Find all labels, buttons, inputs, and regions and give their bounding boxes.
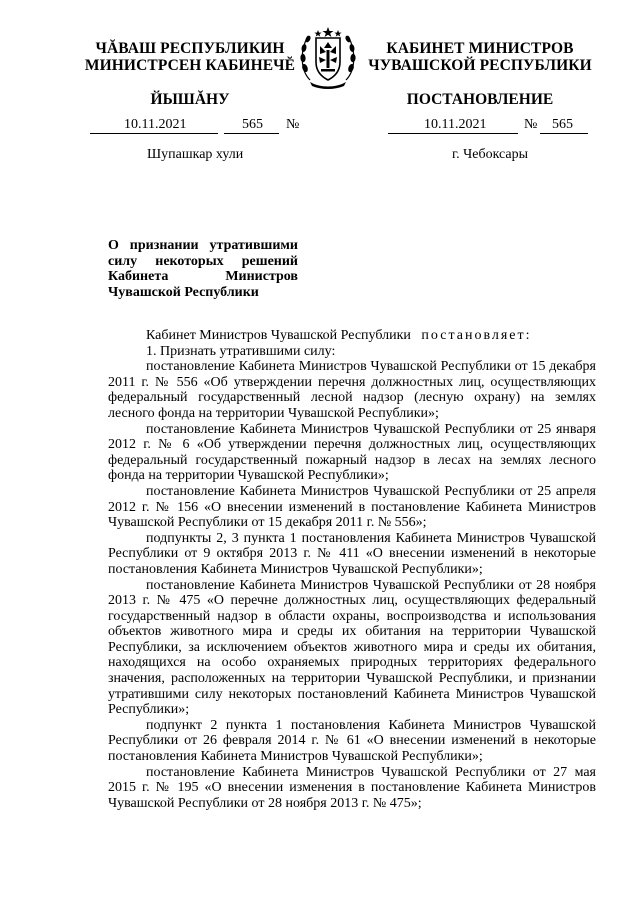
left-number: 565 bbox=[242, 117, 263, 132]
left-number-sign: № bbox=[286, 117, 300, 132]
org-name-russian-line2: ЧУВАШСКОЙ РЕСПУБЛИКИ bbox=[368, 57, 592, 74]
doc-type-russian: ПОСТАНОВЛЕНИЕ bbox=[406, 91, 554, 108]
number-underline-right bbox=[540, 133, 588, 134]
org-name-chuvash-line1: ЧĂВАШ РЕСПУБЛИКИН bbox=[95, 40, 285, 57]
body-paragraph-6: подпункт 2 пункта 1 постановления Кабинета Министров Чувашской Республики от 26 февраля 2014 г. № 61 «О внесении изменений в некоторые постановления Кабинета Министров Чувашской Республики»; bbox=[108, 717, 596, 765]
org-name-chuvash-line2: МИНИСТРСЕН КАБИНЕЧĔ bbox=[84, 57, 296, 74]
org-name-russian-line1: КАБИНЕТ МИНИСТРОВ bbox=[386, 40, 574, 57]
header-right bbox=[360, 40, 600, 108]
body-paragraph-3: постановление Кабинета Министров Чувашской Республики от 25 апреля 2012 г. № 156 «О внесении изменений в постановление Кабинета Министров Чувашской Республики от 15 декабря 2011 г. № 556»; bbox=[108, 483, 596, 531]
body-paragraph-7: постановление Кабинета Министров Чувашской Республики от 27 мая 2015 г. № 195 «О внесении изменения в постановление Кабинета Министров Чувашской Республики от 28 ноября 2013 г. № 475»; bbox=[108, 764, 596, 811]
body-paragraph-4: подпункты 2, 3 пункта 1 постановления Кабинета Министров Чувашской Республики от 9 октября 2013 г. № 411 «О внесении изменений в некоторые постановления Кабинета Министров Чувашской Республики»; bbox=[108, 530, 596, 577]
header-left bbox=[70, 40, 310, 108]
city-chuvash: Шупашкар хули bbox=[147, 147, 244, 162]
intro-verb: постановляет: bbox=[421, 328, 532, 343]
intro-line bbox=[108, 328, 596, 344]
body-paragraph-1: постановление Кабинета Министров Чувашской Республики от 15 декабря 2011 г. № 556 «Об утверждении перечня должностных лиц, осуществляющих федеральный государственный лесной надзор (лесную охрану) на землях лесного фонда на территории Чувашской Республики»; bbox=[108, 359, 596, 421]
left-date-number-row bbox=[90, 117, 310, 133]
right-date-number-row bbox=[388, 117, 598, 133]
date-underline-left bbox=[90, 133, 218, 134]
right-number: 565 bbox=[552, 117, 573, 132]
city-russian: г. Чебоксары bbox=[452, 147, 529, 162]
chuvash-emblem-icon bbox=[296, 24, 360, 90]
right-date: 10.11.2021 bbox=[424, 117, 487, 132]
date-underline-right bbox=[388, 133, 518, 134]
document-subject: О признании утратившими силу некоторых решений Кабинета Министров Чувашской Республики bbox=[108, 238, 298, 300]
document-body bbox=[108, 328, 596, 811]
doc-type-chuvash: ЙЫШĂНУ bbox=[150, 91, 230, 108]
left-date: 10.11.2021 bbox=[124, 117, 187, 132]
right-number-sign: № bbox=[524, 117, 538, 132]
item-1: 1. Признать утратившими силу: bbox=[146, 343, 336, 359]
body-paragraph-2: постановление Кабинета Министров Чувашской Республики от 25 января 2012 г. № 6 «Об утверждении перечня должностных лиц, осуществляющих федеральный государственный пожарный надзор в лесах на землях лесного фонда на территории Чувашской Республики»; bbox=[108, 421, 596, 484]
body-paragraph-5: постановление Кабинета Министров Чувашской Республики от 28 ноября 2013 г. № 475 «О перечне должностных лиц, осуществляющих федеральный государственный надзор в области охраны, воспроизводства и использования объектов животного мира и среды их обитания на территории Чувашской Республики, за исключением объектов животного мира и среды их обитания, находящихся на особо охраняемых природных территориях федерального значения, расположенных на территории Чувашской Республики, и признании утратившими силу некоторых постановлений Кабинета Министров Чувашской Республики»; bbox=[108, 577, 596, 718]
intro-text: Кабинет Министров Чувашской Республики bbox=[146, 328, 411, 343]
number-underline-left bbox=[224, 133, 279, 134]
